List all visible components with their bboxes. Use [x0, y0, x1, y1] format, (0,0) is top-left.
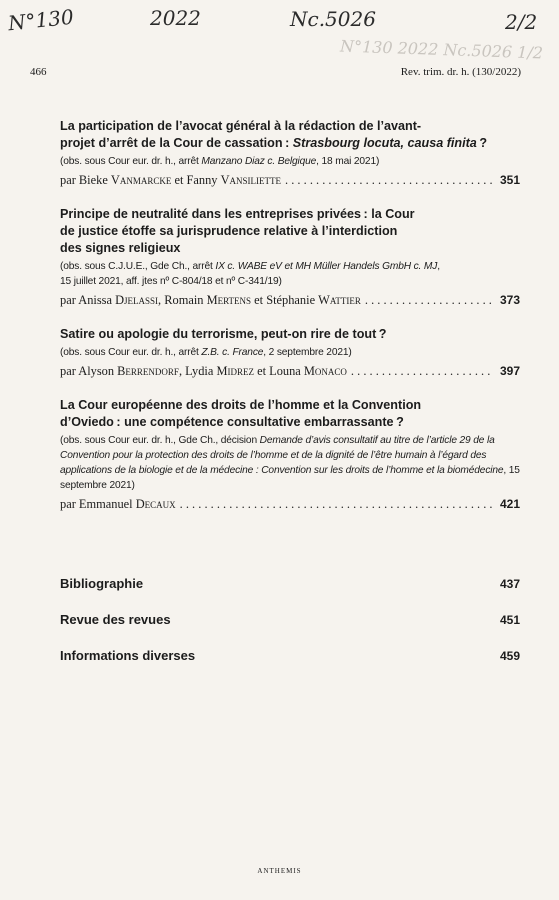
- entry-title: Satire ou apologie du terrorisme, peut-on rire de tout ?: [60, 327, 387, 341]
- section-page-number: 437: [499, 577, 520, 591]
- handwritten-issue-number: N°130: [6, 4, 75, 36]
- section-informations-diverses: [60, 648, 520, 663]
- handwritten-year: 2022: [150, 6, 201, 30]
- section-label: Revue des revues: [60, 612, 171, 627]
- dot-leader: [351, 362, 494, 380]
- entry-authors: par Anissa Djelassi, Romain Mertens et Stéphanie Wattier: [60, 293, 361, 307]
- entry-page-number: 373: [499, 293, 520, 307]
- entry-page-number: 351: [499, 173, 520, 187]
- entry-byline: [60, 291, 520, 309]
- section-label: Bibliographie: [60, 576, 144, 591]
- journal-reference: Rev. trim. dr. h. (130/2022): [400, 66, 521, 78]
- table-of-contents: [60, 118, 520, 530]
- show-through-handwriting: N°130 2022 Nc.5026 1/2: [339, 36, 544, 63]
- running-head: [30, 66, 521, 84]
- entry-byline: [60, 171, 520, 189]
- dot-leader: [285, 171, 494, 189]
- entry-case-reference: (obs. sous Cour eur. dr. h., arrêt Manzano Diaz c. Belgique, 18 mai 2021): [60, 156, 380, 167]
- section-page-number: 451: [499, 613, 520, 627]
- entry-byline: [60, 362, 520, 380]
- entry-case-reference: (obs. sous Cour eur. dr. h., arrêt Z.B. c. France, 2 septembre 2021): [60, 347, 352, 358]
- section-page-number: 459: [499, 649, 520, 663]
- entry-title: La Cour européenne des droits de l’homme et la Convention d’Oviedo : une compétence consultative embarrassante ?: [60, 398, 422, 429]
- handwritten-annotations: [0, 2, 559, 42]
- entry-authors: par Emmanuel Decaux: [60, 497, 176, 511]
- entry-case-reference: (obs. sous Cour eur. dr. h., Gde Ch., décision Demande d’avis consultatif au titre de l’article 29 de la Convention pour la protection des droits de l’homme et de la dignité de l’être humain à l’égard des applications de la biologie et de la médecine : Convention sur les droits de l’homme et la biomédecine, 15 septembre 2021): [60, 435, 520, 491]
- entry-authors: par Alyson Berrendorf, Lydia Midrez et Louna Monaco: [60, 364, 347, 378]
- toc-entry: [60, 118, 520, 189]
- toc-entry: [60, 397, 520, 513]
- entry-title: La participation de l’avocat général à la rédaction de l’avant- projet d’arrêt de la Cour de cassation : Strasbourg locuta, causa finita ?: [60, 119, 488, 150]
- section-label: Informations diverses: [60, 648, 196, 663]
- entry-byline: [60, 495, 520, 513]
- page-number: 466: [30, 66, 47, 78]
- toc-entry: [60, 326, 520, 380]
- entry-page-number: 397: [499, 364, 520, 378]
- publisher-imprint: ANTHEMIS: [257, 867, 302, 875]
- entry-authors: par Bieke Vanmarcke et Fanny Vansiliette: [60, 173, 282, 187]
- section-revue-des-revues: [60, 612, 520, 627]
- toc-entry: [60, 206, 520, 309]
- entry-page-number: 421: [499, 497, 520, 511]
- dot-leader: [365, 291, 494, 309]
- section-bibliographie: [60, 576, 520, 591]
- dot-leader: [180, 495, 494, 513]
- handwritten-reference: Nc.5026: [290, 7, 376, 31]
- entry-case-reference: (obs. sous C.J.U.E., Gde Ch., arrêt IX c. WABE eV et MH Müller Handels GmbH c. MJ, 15 juillet 2021, aff. jtes nº C-804/18 et nº C-341/19): [60, 261, 440, 287]
- entry-title: Principe de neutralité dans les entreprises privées : la Cour de justice étoffe sa jurisprudence relative à l’interdiction des signes religieux: [60, 207, 415, 255]
- handwritten-part: 2/2: [505, 10, 538, 34]
